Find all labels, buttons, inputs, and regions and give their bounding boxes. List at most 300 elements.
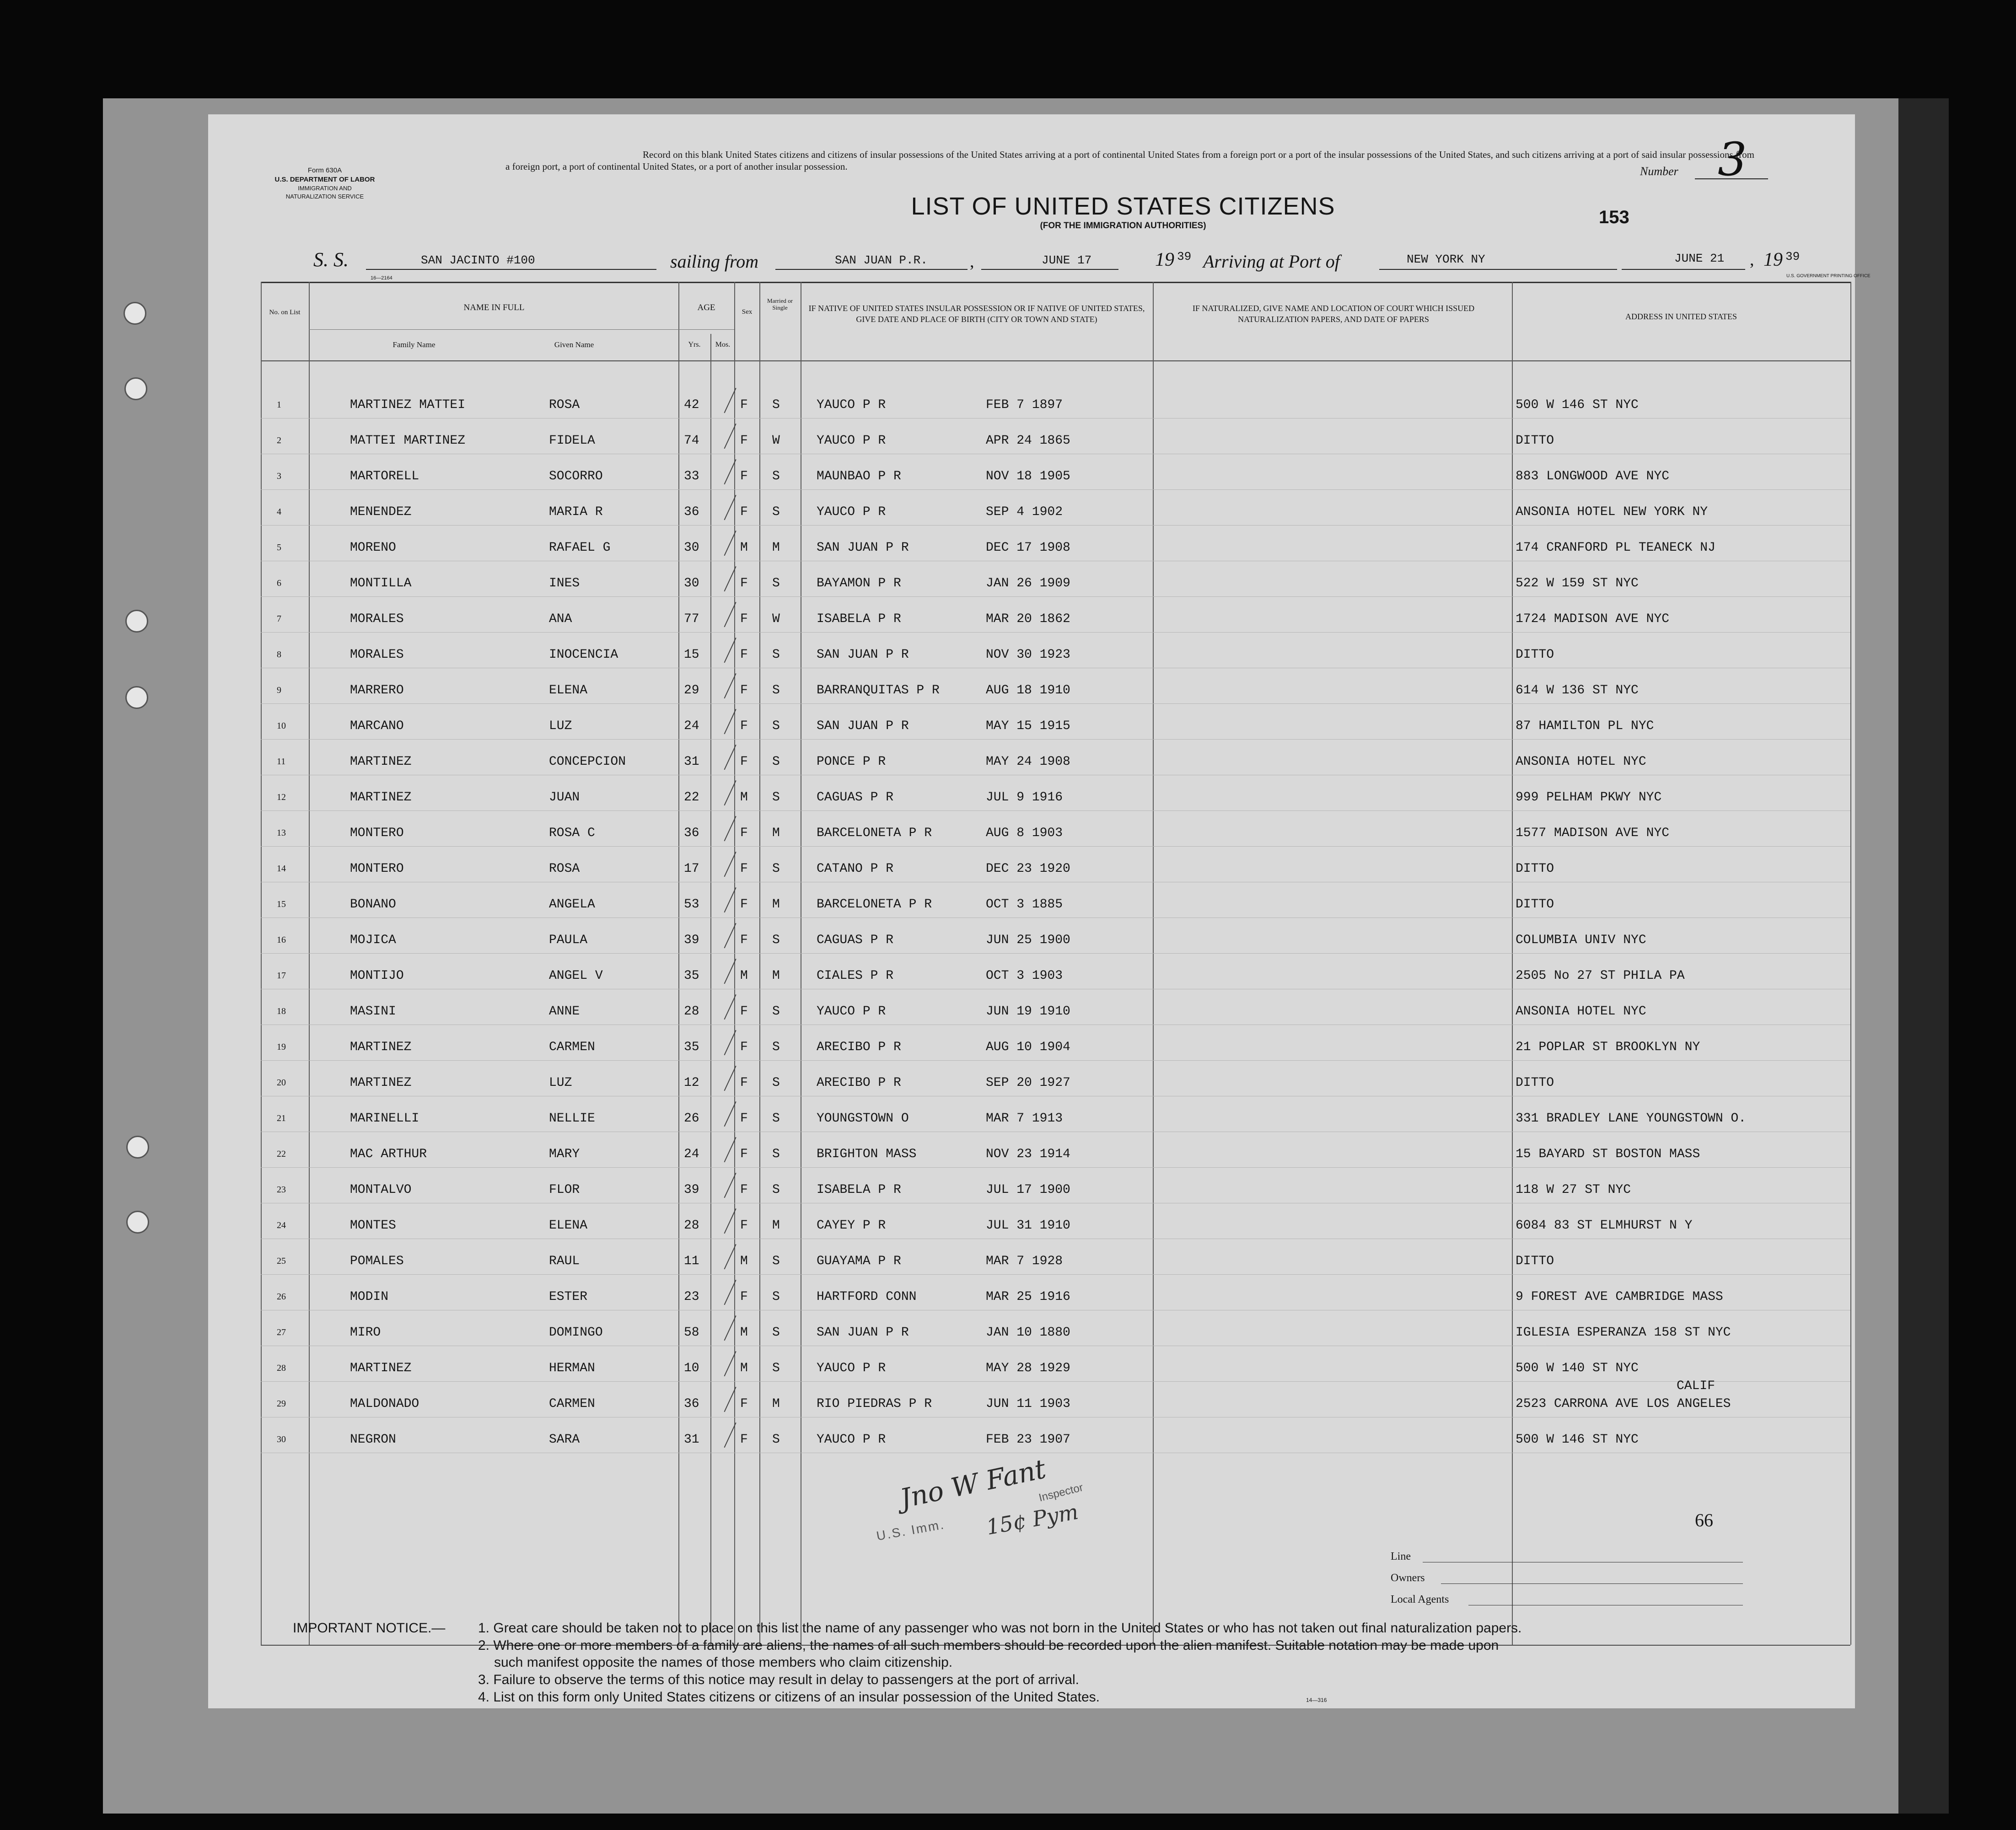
cell-yrs: 77 [684,612,699,626]
col-header-address: ADDRESS IN UNITED STATES [1625,312,1737,321]
cell-sex: F [740,612,748,626]
inspector-stamp-text: U.S. Imm. [875,1517,946,1543]
cell-given: ELENA [549,683,588,698]
cell-sex: M [740,969,748,983]
cell-family: MONTERO [350,826,404,840]
cell-given: RAUL [549,1254,580,1268]
cell-no: 4 [277,507,281,517]
col-header-given-name: Given Name [554,340,594,349]
cell-address: IGLESIA ESPERANZA 158 ST NYC [1516,1326,1731,1340]
cell-no: 28 [277,1363,286,1373]
cell-no: 10 [277,721,286,731]
cell-given: SARA [549,1433,580,1447]
col-header-mos: Mos. [715,341,731,349]
cell-yrs: 36 [684,505,699,519]
cell-ms: S [772,1183,780,1197]
cell-yrs: 74 [684,434,699,448]
table-row [208,1031,1855,1066]
notice-item-3: 3. Failure to observe the terms of this notice may result in delay to passengers at the port of arrival. [478,1672,1079,1687]
cell-date: APR 24 1865 [986,434,1070,448]
inspector-stamp-title: Inspector [1038,1481,1085,1504]
cell-family: MORALES [350,612,404,626]
footer-number: 66 [1695,1510,1713,1530]
arrival-date: JUNE 21 [1674,252,1725,265]
cell-sex: F [740,1004,748,1019]
cell-place: BARCELONETA P R [817,897,932,912]
cell-yrs: 10 [684,1361,699,1375]
cell-ms: W [772,434,780,448]
cell-no: 22 [277,1149,286,1159]
cell-place: CAGUAS P R [817,933,894,947]
cell-family: MORENO [350,541,396,555]
cell-address: 9 FOREST AVE CAMBRIDGE MASS [1516,1290,1723,1304]
form-service-line2: NATURALIZATION SERVICE [285,193,364,200]
cell-date: MAY 24 1908 [986,755,1070,769]
cell-date: MAR 25 1916 [986,1290,1070,1304]
cell-address: 6084 83 ST ELMHURST N Y [1516,1218,1693,1233]
cell-yrs: 28 [684,1218,699,1233]
cell-yrs: 36 [684,826,699,840]
table-row [208,1388,1855,1422]
col-header-name: NAME IN FULL [463,303,525,312]
cell-place: YAUCO P R [817,398,886,412]
cell-family: NEGRON [350,1433,396,1447]
cell-date: FEB 23 1907 [986,1433,1070,1447]
cell-place: YOUNGSTOWN O [817,1111,909,1126]
cell-given: ANGELA [549,897,595,912]
check-mark [724,1030,737,1056]
cell-address: 1577 MADISON AVE NYC [1516,826,1670,840]
cell-yrs: 39 [684,933,699,947]
cell-ms: S [772,790,780,805]
cell-no: 26 [277,1292,286,1302]
cell-sex: F [740,933,748,947]
cell-ms: S [772,1433,780,1447]
check-mark [724,531,737,556]
cell-yrs: 39 [684,1183,699,1197]
cell-address: 614 W 136 ST NYC [1516,683,1639,698]
table-row [208,496,1855,531]
col-header-no: No. on List [269,309,301,316]
cell-given: RAFAEL G [549,541,611,555]
cell-family: BONANO [350,897,396,912]
cell-sex: F [740,1111,748,1126]
check-mark [724,887,737,913]
cell-sex: M [740,1254,748,1268]
cell-ms: M [772,541,780,555]
cell-yrs: 30 [684,541,699,555]
table-row [208,1281,1855,1315]
cell-yrs: 12 [684,1076,699,1090]
binder-hole [125,610,148,633]
cell-address: ANSONIA HOTEL NYC [1516,755,1646,769]
cell-sex: F [740,862,748,876]
subheader-rule [678,329,734,330]
microfilm-edge [1898,98,1949,1814]
cell-sex: F [740,1147,748,1161]
cell-place: YAUCO P R [817,1361,886,1375]
cell-date: JUN 11 1903 [986,1397,1070,1411]
cell-yrs: 29 [684,683,699,698]
check-mark [724,923,737,949]
cell-address: 118 W 27 ST NYC [1516,1183,1631,1197]
cell-given: FIDELA [549,434,595,448]
cell-date: JUL 31 1910 [986,1218,1070,1233]
table-row [208,995,1855,1030]
cell-family: MARTORELL [350,469,419,483]
agents-field-label: Local Agents [1391,1594,1449,1605]
check-mark [724,1208,737,1234]
cell-date: AUG 10 1904 [986,1040,1070,1054]
cell-no: 23 [277,1185,286,1195]
binder-hole [125,686,148,709]
check-mark [724,816,737,842]
cell-place: BAYAMON P R [817,576,901,590]
cell-yrs: 31 [684,1433,699,1447]
cell-ms: S [772,683,780,698]
print-code: 16—2164 [371,275,392,281]
address-addendum: CALIF [1677,1379,1715,1393]
table-row [208,674,1855,709]
cell-date: JUN 19 1910 [986,1004,1070,1019]
cell-family: MAC ARTHUR [350,1147,427,1161]
cell-yrs: 33 [684,469,699,483]
table-row [208,639,1855,673]
cell-address: 500 W 140 ST NYC [1516,1361,1639,1375]
cell-date: OCT 3 1903 [986,969,1063,983]
cell-sex: F [740,826,748,840]
check-mark [724,1173,737,1198]
ship-underline [366,269,656,270]
notice-heading: IMPORTANT NOTICE.— [293,1621,446,1636]
cell-date: MAR 7 1928 [986,1254,1063,1268]
check-mark [724,1387,737,1412]
cell-place: SAN JUAN P R [817,541,909,555]
cell-no: 8 [277,649,281,660]
cell-date: JAN 26 1909 [986,576,1070,590]
cell-place: MAUNBAO P R [817,469,901,483]
cell-ms: S [772,398,780,412]
cell-date: DEC 17 1908 [986,541,1070,555]
table-row [208,746,1855,780]
cell-yrs: 28 [684,1004,699,1019]
cell-family: MARTINEZ [350,755,412,769]
cell-no: 2 [277,435,281,445]
cell-date: FEB 7 1897 [986,398,1063,412]
cell-no: 17 [277,971,286,981]
cell-no: 20 [277,1078,286,1088]
cell-family: MASINI [350,1004,396,1019]
cell-family: MODIN [350,1290,389,1304]
cell-no: 7 [277,614,281,624]
cell-ms: S [772,1147,780,1161]
cell-place: RIO PIEDRAS P R [817,1397,932,1411]
cell-sex: F [740,1183,748,1197]
table-row [208,888,1855,923]
cell-sex: F [740,576,748,590]
cell-place: SAN JUAN P R [817,648,909,662]
notice-item-2: 2. Where one or more members of a family are aliens, the names of all such members should be recorded upon the alien manifest. Suitable notation may be made upon [478,1638,1499,1653]
check-mark [724,1315,737,1341]
table-row [208,603,1855,638]
notice-code: 14—316 [1306,1697,1327,1703]
cell-sex: F [740,1218,748,1233]
cell-address: DITTO [1516,1254,1554,1268]
table-row [208,1352,1855,1387]
table-top-rule [261,282,1850,283]
cell-ms: S [772,755,780,769]
col-header-family-name: Family Name [392,340,435,349]
departure-year: 39 [1177,250,1192,263]
table-row [208,1316,1855,1351]
cell-sex: F [740,683,748,698]
check-mark [724,1351,737,1377]
cell-yrs: 58 [684,1326,699,1340]
cell-address: 15 BAYARD ST BOSTON MASS [1516,1147,1700,1161]
cell-given: ROSA C [549,826,595,840]
cell-date: MAR 20 1862 [986,612,1070,626]
binder-hole [124,302,146,325]
page-title: LIST OF UNITED STATES CITIZENS [911,193,1335,220]
cell-place: YAUCO P R [817,1433,886,1447]
notice-item-4: 4. List on this form only United States citizens or citizens of an insular possession of the United States. [478,1690,1100,1705]
sailing-from-label: sailing from [670,251,758,272]
cell-address: DITTO [1516,648,1554,662]
cell-sex: M [740,541,748,555]
cell-given: SOCORRO [549,469,603,483]
cell-no: 16 [277,935,286,945]
check-mark [724,566,737,592]
cell-place: CAGUAS P R [817,790,894,805]
cell-address: 174 CRANFORD PL TEANECK NJ [1516,541,1715,555]
cell-ms: M [772,897,780,912]
cell-sex: F [740,1433,748,1447]
cell-place: GUAYAMA P R [817,1254,901,1268]
arriving-label: Arriving at Port of [1203,251,1340,272]
check-mark [724,745,737,770]
cell-yrs: 42 [684,398,699,412]
cell-given: ROSA [549,862,580,876]
printer-mark: U.S. GOVERNMENT PRINTING OFFICE [1786,274,1871,279]
arrive-date-underline [1622,269,1745,270]
cell-ms: S [772,1254,780,1268]
cell-ms: M [772,1397,780,1411]
cell-address: 500 W 146 ST NYC [1516,398,1639,412]
cell-family: MARINELLI [350,1111,419,1126]
comma: , [970,252,974,271]
cell-ms: S [772,469,780,483]
subheader-rule [309,329,678,330]
table-row [208,1174,1855,1208]
cell-date: SEP 20 1927 [986,1076,1070,1090]
cell-address: DITTO [1516,897,1554,912]
table-row [208,531,1855,566]
table-row [208,781,1855,816]
cell-place: BARCELONETA P R [817,826,932,840]
cell-no: 12 [277,792,286,802]
header-bottom-rule [261,360,1850,361]
cell-sex: M [740,1326,748,1340]
check-mark [724,459,737,485]
depart-year-prefix: 19 [1155,249,1174,270]
check-mark [724,388,737,413]
col-header-yrs: Yrs. [688,341,701,349]
table-row [208,1423,1855,1458]
cell-address: DITTO [1516,1076,1554,1090]
comma: , [1750,250,1754,269]
cell-family: POMALES [350,1254,404,1268]
cell-yrs: 30 [684,576,699,590]
cell-place: BARRANQUITAS P R [817,683,940,698]
col-header-sex: Sex [742,308,753,316]
cell-place: CAYEY P R [817,1218,886,1233]
cell-sex: F [740,1290,748,1304]
arrival-port: NEW YORK NY [1407,252,1485,266]
cell-family: MONTES [350,1218,396,1233]
check-mark [724,495,737,521]
check-mark [724,709,737,735]
cell-address: 21 POPLAR ST BROOKLYN NY [1516,1040,1700,1054]
cell-given: INOCENCIA [549,648,618,662]
col-header-age: AGE [697,303,715,312]
page-subtitle: (FOR THE IMMIGRATION AUTHORITIES) [1040,221,1206,231]
cell-address: 999 PELHAM PKWY NYC [1516,790,1662,805]
cell-no: 9 [277,685,281,695]
cell-given: INES [549,576,580,590]
cell-given: DOMINGO [549,1326,603,1340]
cell-date: JUL 17 1900 [986,1183,1070,1197]
cell-given: CARMEN [549,1040,595,1054]
cell-date: OCT 3 1885 [986,897,1063,912]
cell-yrs: 35 [684,1040,699,1054]
cell-sex: F [740,1397,748,1411]
cell-date: AUG 18 1910 [986,683,1070,698]
owners-field [1441,1583,1743,1584]
col-header-birth: IF NATIVE OF UNITED STATES INSULAR POSSESSION OR IF NATIVE OF UNITED STATES, GIVE DATE AND PLACE OF BIRTH (CITY OR TOWN AND STATE) [808,304,1145,324]
cell-date: NOV 18 1905 [986,469,1070,483]
check-mark [724,673,737,699]
cell-ms: S [772,576,780,590]
table-row [208,1245,1855,1280]
cell-given: ROSA [549,398,580,412]
cell-given: ELENA [549,1218,588,1233]
cell-address: DITTO [1516,434,1554,448]
from-underline [775,269,968,270]
table-row [208,924,1855,959]
cell-family: MARCANO [350,719,404,733]
table-row [208,389,1855,424]
cell-sex: F [740,1076,748,1090]
cell-yrs: 31 [684,755,699,769]
number-label: Number [1640,165,1678,178]
cell-address: 500 W 146 ST NYC [1516,1433,1639,1447]
table-row [208,817,1855,852]
page-stamp-number: 153 [1599,207,1629,227]
ss-label: S. S. [313,248,349,271]
cell-given: ANA [549,612,572,626]
cell-yrs: 53 [684,897,699,912]
arrive-year-prefix: 19 [1763,249,1783,270]
cell-address: 2505 No 27 ST PHILA PA [1516,969,1685,983]
check-mark [724,994,737,1020]
cell-no: 27 [277,1327,286,1337]
cell-place: ISABELA P R [817,1183,901,1197]
cell-place: PONCE P R [817,755,886,769]
cell-place: SAN JUAN P R [817,719,909,733]
cell-sex: F [740,648,748,662]
cell-given: PAULA [549,933,588,947]
cell-place: BRIGHTON MASS [817,1147,917,1161]
cell-date: DEC 23 1920 [986,862,1070,876]
cell-date: MAR 7 1913 [986,1111,1063,1126]
cell-sex: M [740,1361,748,1375]
cell-date: SEP 4 1902 [986,505,1063,519]
cell-family: MARRERO [350,683,404,698]
cell-ms: S [772,1111,780,1126]
check-mark [724,1137,737,1163]
cell-given: ANGEL V [549,969,603,983]
inspector-signature: Jno W Fant [897,1453,1049,1514]
cell-given: JUAN [549,790,580,805]
cell-ms: S [772,1290,780,1304]
cell-no: 14 [277,864,286,874]
cell-ms: S [772,505,780,519]
cell-ms: S [772,648,780,662]
cell-no: 13 [277,828,286,838]
owners-field-label: Owners [1391,1572,1425,1584]
cell-place: ISABELA P R [817,612,901,626]
manifest-page [208,114,1871,1708]
cell-no: 3 [277,471,281,481]
cell-date: JUN 25 1900 [986,933,1070,947]
cell-no: 30 [277,1434,286,1444]
cell-given: HERMAN [549,1361,595,1375]
cell-no: 19 [277,1042,286,1052]
cell-family: MIRO [350,1326,381,1340]
cell-given: MARIA R [549,505,603,519]
cell-sex: F [740,897,748,912]
cell-ms: W [772,612,780,626]
check-mark [724,1422,737,1448]
cell-no: 15 [277,899,286,909]
check-mark [724,602,737,628]
cell-given: FLOR [549,1183,580,1197]
cell-place: ARECIBO P R [817,1040,901,1054]
cell-yrs: 15 [684,648,699,662]
cell-no: 5 [277,542,281,553]
cell-place: HARTFORD CONN [817,1290,917,1304]
cell-sex: F [740,398,748,412]
cell-ms: S [772,1040,780,1054]
line-field-label: Line [1391,1551,1411,1562]
cell-no: 6 [277,578,281,588]
cell-family: MONTIJO [350,969,404,983]
table-row [208,710,1855,745]
binder-hole [124,377,147,400]
cell-ms: S [772,933,780,947]
cell-sex: F [740,1040,748,1054]
cell-address: 87 HAMILTON PL NYC [1516,719,1654,733]
cell-ms: M [772,969,780,983]
cell-no: 1 [277,400,281,410]
cell-ms: S [772,719,780,733]
cell-family: MOJICA [350,933,396,947]
cell-place: YAUCO P R [817,505,886,519]
cell-given: MARY [549,1147,580,1161]
cell-sex: F [740,755,748,769]
cell-yrs: 17 [684,862,699,876]
cell-place: CIALES P R [817,969,894,983]
